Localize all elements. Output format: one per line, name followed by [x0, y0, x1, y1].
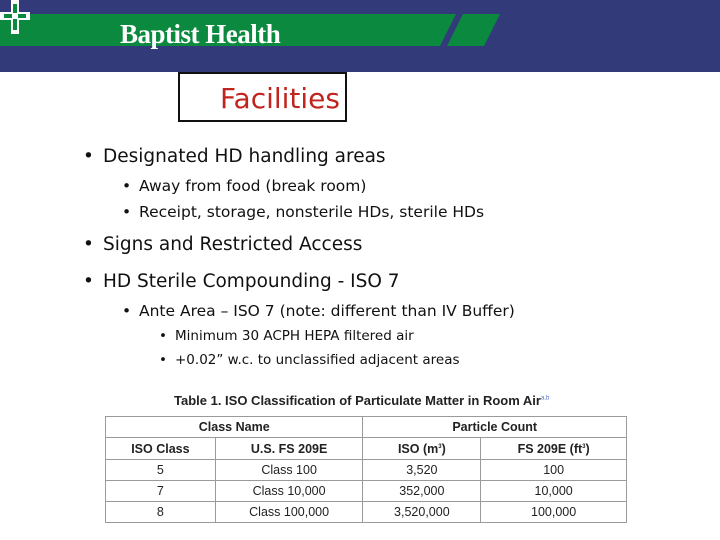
- table-cell: Class 100: [215, 460, 363, 481]
- bullet-text: Receipt, storage, nonsterile HDs, sterile HDs: [139, 203, 485, 221]
- table-caption: [174, 393, 549, 408]
- slide-title: Facilities: [220, 82, 340, 115]
- baptist-cross-icon: [0, 0, 30, 34]
- table-cell: 100: [481, 460, 627, 481]
- bullet-text: HD Sterile Compounding - ISO 7: [103, 271, 400, 292]
- table-cell: 7: [106, 481, 216, 502]
- bullet-item: [159, 351, 460, 369]
- table-cell: 100,000: [481, 502, 627, 523]
- table-row: [106, 481, 627, 502]
- bullet-glyph: •: [83, 234, 94, 255]
- table-cell: Class 100,000: [215, 502, 363, 523]
- bullet-item: [83, 234, 363, 256]
- table-group-header: Class Name: [106, 417, 363, 438]
- bullet-item: [83, 146, 386, 168]
- table-caption-text: Table 1. ISO Classification of Particulate Matter in Room Air: [174, 393, 541, 408]
- table-cell: 10,000: [481, 481, 627, 502]
- bullet-text: Minimum 30 ACPH HEPA filtered air: [175, 328, 414, 344]
- table-cell: 3,520: [363, 460, 481, 481]
- bullet-item: [83, 271, 400, 293]
- table-cell: 352,000: [363, 481, 481, 502]
- brand-name: Baptist Health: [120, 19, 281, 49]
- bullet-glyph: •: [159, 328, 167, 344]
- table-column-header: U.S. FS 209E: [215, 438, 363, 460]
- bullet-item: [122, 202, 485, 222]
- table-cell: 3,520,000: [363, 502, 481, 523]
- table-group-header: Particle Count: [363, 417, 627, 438]
- table-column-header: FS 209E $(ft^3)$: [481, 438, 627, 460]
- table-cell: 8: [106, 502, 216, 523]
- bullet-text: Designated HD handling areas: [103, 146, 386, 167]
- iso-classification-table: [105, 416, 627, 523]
- title-box: [178, 72, 347, 122]
- table-cell: Class 10,000: [215, 481, 363, 502]
- bullet-item: [159, 327, 414, 345]
- bullet-text: Away from food (break room): [139, 177, 367, 195]
- header-banner: [0, 0, 720, 72]
- table-caption-footnote: a,b: [540, 395, 550, 402]
- table-column-header: ISO $(m^3)$: [363, 438, 481, 460]
- table-row: [106, 460, 627, 481]
- bullet-glyph: •: [122, 203, 132, 221]
- bullet-glyph: •: [83, 146, 94, 167]
- bullet-text: Signs and Restricted Access: [103, 234, 363, 255]
- table-row: [106, 502, 627, 523]
- bullet-text: +0.02” w.c. to unclassified adjacent areas: [175, 352, 460, 368]
- bullet-glyph: •: [159, 352, 167, 368]
- bullet-item: [122, 176, 367, 196]
- bullet-glyph: •: [83, 271, 94, 292]
- table-column-header: ISO Class: [106, 438, 216, 460]
- header-background: [0, 0, 720, 72]
- bullet-glyph: •: [122, 302, 132, 320]
- table-cell: 5: [106, 460, 216, 481]
- bullet-glyph: •: [122, 177, 132, 195]
- bullet-text: Ante Area – ISO 7 (note: different than IV Buffer): [139, 302, 515, 320]
- bullet-item: [122, 301, 515, 321]
